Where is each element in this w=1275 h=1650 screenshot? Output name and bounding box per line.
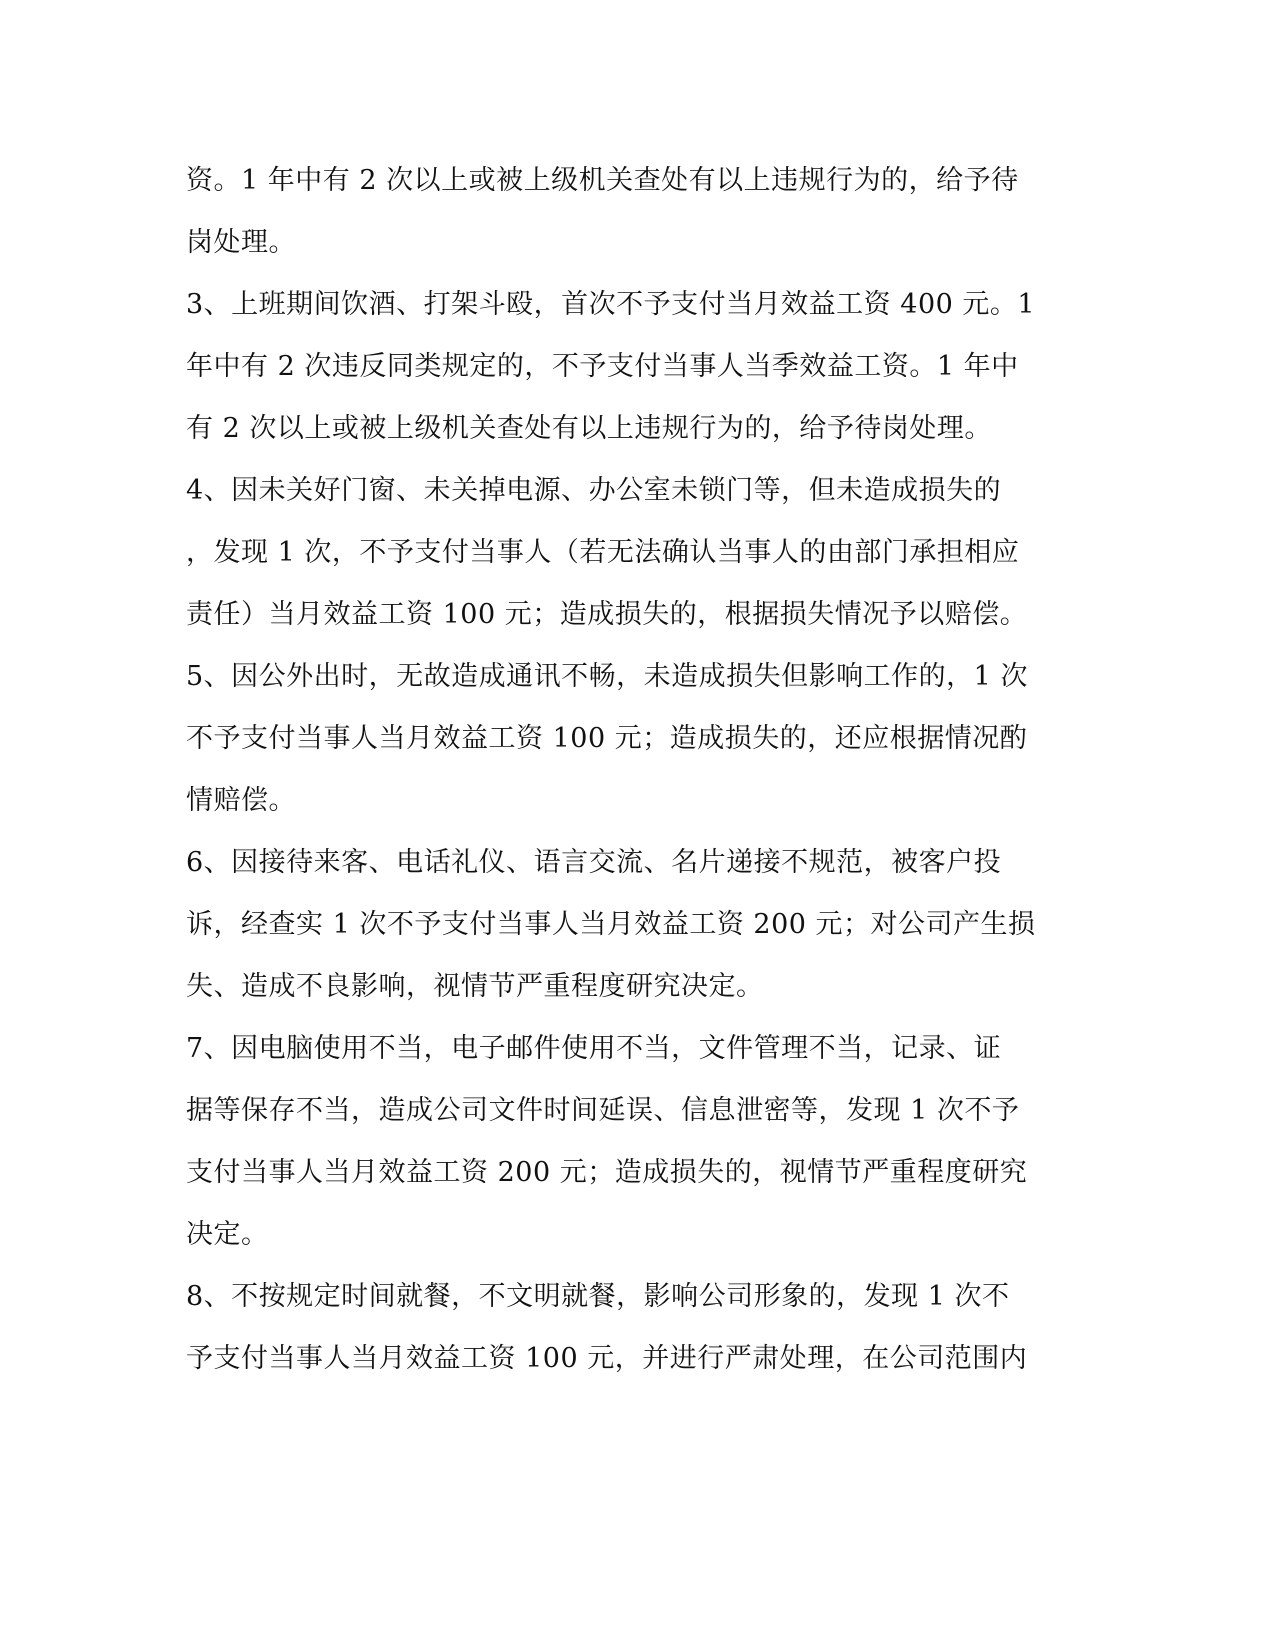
text-line: 据等保存不当，造成公司文件时间延误、信息泄密等，发现 1 次不予	[186, 1095, 1020, 1126]
text-line: 情赔偿。	[186, 785, 296, 816]
text-line: 5、因公外出时，无故造成通讯不畅，未造成损失但影响工作的，1 次	[186, 661, 1028, 692]
text-line: 支付当事人当月效益工资 200 元；造成损失的，视情节严重程度研究	[186, 1157, 1028, 1188]
text-line: 资。1 年中有 2 次以上或被上级机关查处有以上违规行为的，给予待	[186, 165, 1019, 196]
text-line: 6、因接待来客、电话礼仪、语言交流、名片递接不规范，被客户投	[186, 847, 1002, 878]
text-line: 8、不按规定时间就餐，不文明就餐，影响公司形象的，发现 1 次不	[186, 1281, 1010, 1312]
document-body	[186, 150, 1086, 1390]
text-line: ，发现 1 次，不予支付当事人（若无法确认当事人的由部门承担相应	[186, 537, 1020, 568]
text-line: 不予支付当事人当月效益工资 100 元；造成损失的，还应根据情况酌	[186, 723, 1028, 754]
text-line: 失、造成不良影响，视情节严重程度研究决定。	[186, 971, 764, 1002]
text-line: 岗处理。	[186, 227, 296, 258]
text-line: 7、因电脑使用不当，电子邮件使用不当，文件管理不当，记录、证	[186, 1033, 1002, 1064]
text-line: 诉，经查实 1 次不予支付当事人当月效益工资 200 元；对公司产生损	[186, 909, 1036, 940]
text-line: 4、因未关好门窗、未关掉电源、办公室未锁门等，但未造成损失的	[186, 475, 1002, 506]
text-line: 予支付当事人当月效益工资 100 元，并进行严肃处理，在公司范围内	[186, 1343, 1028, 1374]
text-line: 年中有 2 次违反同类规定的，不予支付当事人当季效益工资。1 年中	[186, 351, 1019, 382]
text-line: 有 2 次以上或被上级机关查处有以上违规行为的，给予待岗处理。	[186, 413, 992, 444]
text-line: 责任）当月效益工资 100 元；造成损失的，根据损失情况予以赔偿。	[186, 599, 1028, 630]
text-line: 3、上班期间饮酒、打架斗殴，首次不予支付当月效益工资 400 元。1	[186, 289, 1036, 320]
text-line: 决定。	[186, 1219, 269, 1250]
